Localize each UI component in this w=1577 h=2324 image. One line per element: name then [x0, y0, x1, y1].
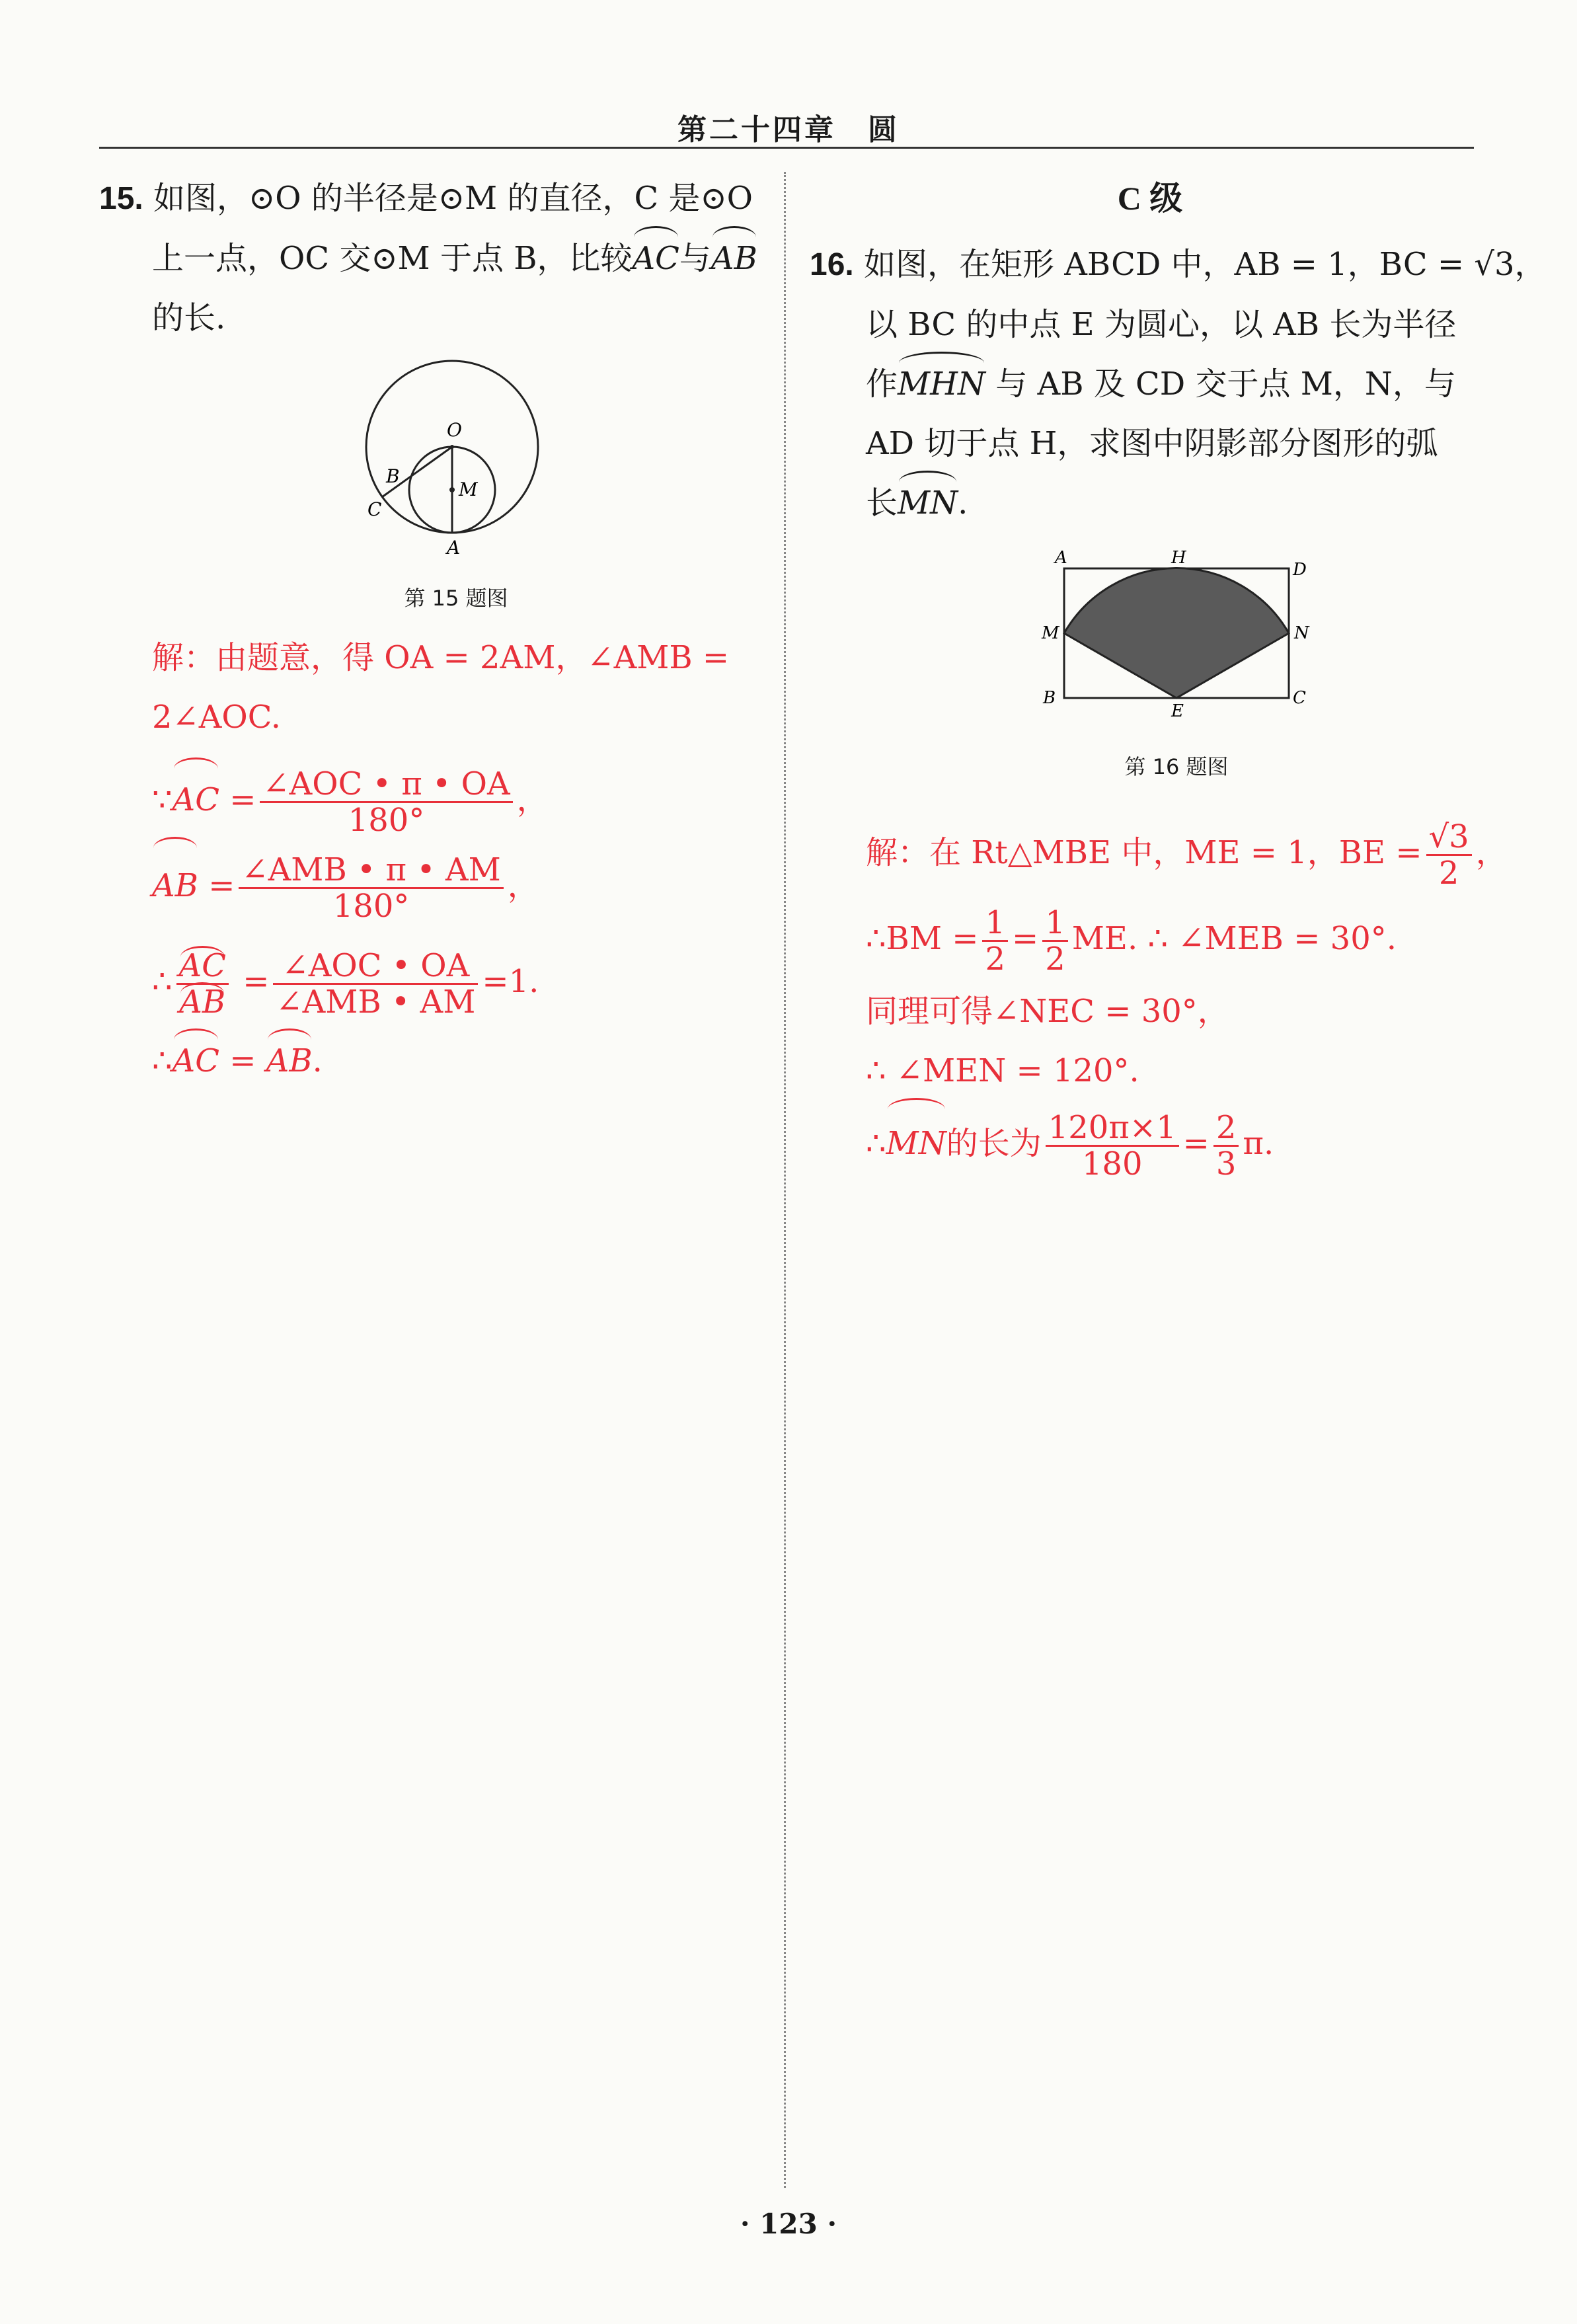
result: =1.	[482, 963, 539, 1000]
because-symbol: ∵	[152, 781, 173, 818]
denominator: 2	[1045, 941, 1065, 978]
chapter-title: 第二十四章 圆	[677, 113, 900, 147]
numerator: ∠AOC • π • OA	[260, 767, 512, 803]
problem-15	[99, 169, 760, 348]
arc-ab: AB	[152, 839, 198, 932]
arc-ab: AB	[711, 229, 757, 288]
arc-ac: AC	[173, 1031, 219, 1091]
problem-number: 16.	[810, 247, 854, 282]
fraction	[273, 949, 478, 1019]
problem-text-line: AD 切于点 H，求图中阴影部分图形的弧	[866, 425, 1438, 462]
arc-mn: MN	[886, 1101, 946, 1186]
punctuation: ，	[516, 781, 549, 818]
fraction	[982, 906, 1008, 976]
figure-16	[1031, 542, 1322, 720]
problem-text-line: 以 BC 的中点 E 为圆心，以 AB 长为半径	[866, 306, 1457, 343]
arc-ac: AC	[173, 760, 219, 839]
solution-line: 2∠AOC.	[152, 699, 282, 736]
fraction	[260, 767, 512, 837]
solution-text: 解：在 Rt△MBE 中，ME = 1，BE =	[866, 834, 1422, 871]
punctuation: .	[312, 1042, 323, 1079]
figure-caption: 第 16 题图	[1124, 754, 1229, 779]
therefore-symbol: ∴	[152, 1042, 173, 1079]
arc-ac: AC	[633, 229, 679, 288]
therefore-symbol: ∴	[152, 963, 173, 1000]
header-rule	[99, 147, 1474, 149]
fraction	[1426, 820, 1472, 890]
arc-mn: MN	[898, 473, 958, 533]
numerator: ∠AOC • OA	[273, 949, 478, 985]
solution-line: 解：由题意，得 OA = 2AM，∠AMB =	[152, 639, 730, 676]
numerator: 120π×1	[1046, 1110, 1179, 1147]
solution-15: 解：由题意，得 OA = 2AM，∠AMB = 2∠AOC. ∵AC = $\frac{\text{∠AOC • π • OA}}{180^\circ}$ ， AB = $\frac{\text{∠AMB • π • AM}}{180^\circ}$ ， ∴ $\frac{AC}{AB}$ = $\frac{\text{∠AOC • OA}}{\text{∠AMB • AM}}$ =1. ∴AC = AB.	[152, 628, 760, 1091]
level-heading: C 级	[1117, 180, 1183, 217]
numerator: ∠AMB • π • AM	[239, 853, 503, 889]
label-m: M	[1042, 623, 1059, 643]
fraction	[239, 853, 503, 923]
denominator: 180	[1081, 1145, 1143, 1182]
therefore-symbol: ∴	[866, 1125, 886, 1162]
problem-text-line: 如图，⊙O 的半径是⊙M 的直径，C 是⊙O	[153, 180, 753, 217]
numerator: 1	[982, 906, 1008, 942]
fraction	[1046, 1110, 1179, 1181]
arc-ab: AB	[266, 1031, 313, 1091]
problem-text-line: 上一点，OC 交⊙M 于点 B，比较	[152, 240, 633, 277]
arc-ac: AC	[178, 947, 226, 984]
denominator: 180°	[348, 802, 425, 839]
label-b: B	[1043, 688, 1056, 708]
numerator: 2	[1213, 1110, 1239, 1147]
make-word: 作	[866, 366, 898, 403]
denominator: 180°	[332, 888, 410, 925]
label-e: E	[1171, 701, 1184, 720]
label-c: C	[1293, 688, 1306, 708]
fraction	[176, 949, 229, 1019]
solution-text: π.	[1243, 1125, 1274, 1162]
solution-text: 的长为	[946, 1125, 1042, 1162]
figure-15	[357, 357, 555, 562]
label-c: C	[367, 498, 382, 520]
label-a: A	[447, 537, 461, 559]
denominator: 2	[985, 941, 1005, 978]
column-divider	[784, 172, 786, 2188]
fraction	[1213, 1110, 1239, 1181]
numerator: √3	[1426, 820, 1472, 856]
compare-word: 与	[679, 240, 711, 277]
numerator: 1	[1042, 906, 1068, 942]
solution-line: 同理可得∠NEC = 30°，	[866, 993, 1229, 1030]
problem-text-line: 与 AB 及 CD 交于点 M，N，与	[995, 366, 1456, 403]
problem-text-line: 长	[866, 484, 898, 522]
fraction	[1042, 906, 1068, 976]
problem-text-line: 的长.	[152, 299, 226, 336]
solution-16: 解：在 Rt△MBE 中，ME = 1，BE = $\frac{√3}{2}$ ， ∴BM = $\frac{1}{2}$ = $\frac{1}{2}$ ME. ∴ ∠MEB = 30°. 同理可得∠NEC = 30°， ∴ ∠MEN = 120°. ∴MN的长为 $\frac{120\pi\times 1}{180}$ = $\frac{2}{3}$ π.	[866, 810, 1500, 1186]
label-o: O	[447, 419, 462, 441]
solution-text: ∴BM =	[866, 920, 979, 957]
label-h: H	[1171, 548, 1186, 568]
arc-mhn: MHN	[898, 354, 985, 414]
page-number: · 123 ·	[740, 2208, 837, 2240]
label-m: M	[459, 479, 478, 500]
punctuation: ，	[507, 867, 539, 904]
figure-caption: 第 15 题图	[404, 586, 508, 611]
label-n: N	[1294, 623, 1309, 643]
solution-line: ∴ ∠MEN = 120°.	[866, 1052, 1139, 1089]
label-a: A	[1055, 548, 1067, 568]
denominator: 3	[1215, 1145, 1237, 1182]
solution-text: ME. ∴ ∠MEB = 30°.	[1071, 920, 1397, 957]
denominator: 2	[1438, 855, 1459, 892]
denominator: ∠AMB • AM	[276, 984, 476, 1021]
arc-ab: AB	[179, 984, 226, 1021]
punctuation: ，	[1475, 834, 1508, 871]
problem-text-line: 如图，在矩形 ABCD 中，AB = 1，BC = √3，	[864, 246, 1547, 283]
problem-16: 16. 如图，在矩形 ABCD 中，AB = 1，BC = √3， 以 BC 的中点 E 为圆心，以 AB 长为半径 作MHN 与 AB 及 CD 交于点 M，N，与 AD 切于点 H，求图中阴影部分图形的弧 长MN.	[810, 235, 1497, 533]
label-d: D	[1293, 560, 1307, 580]
label-b: B	[386, 465, 400, 487]
problem-number: 15.	[99, 181, 143, 216]
